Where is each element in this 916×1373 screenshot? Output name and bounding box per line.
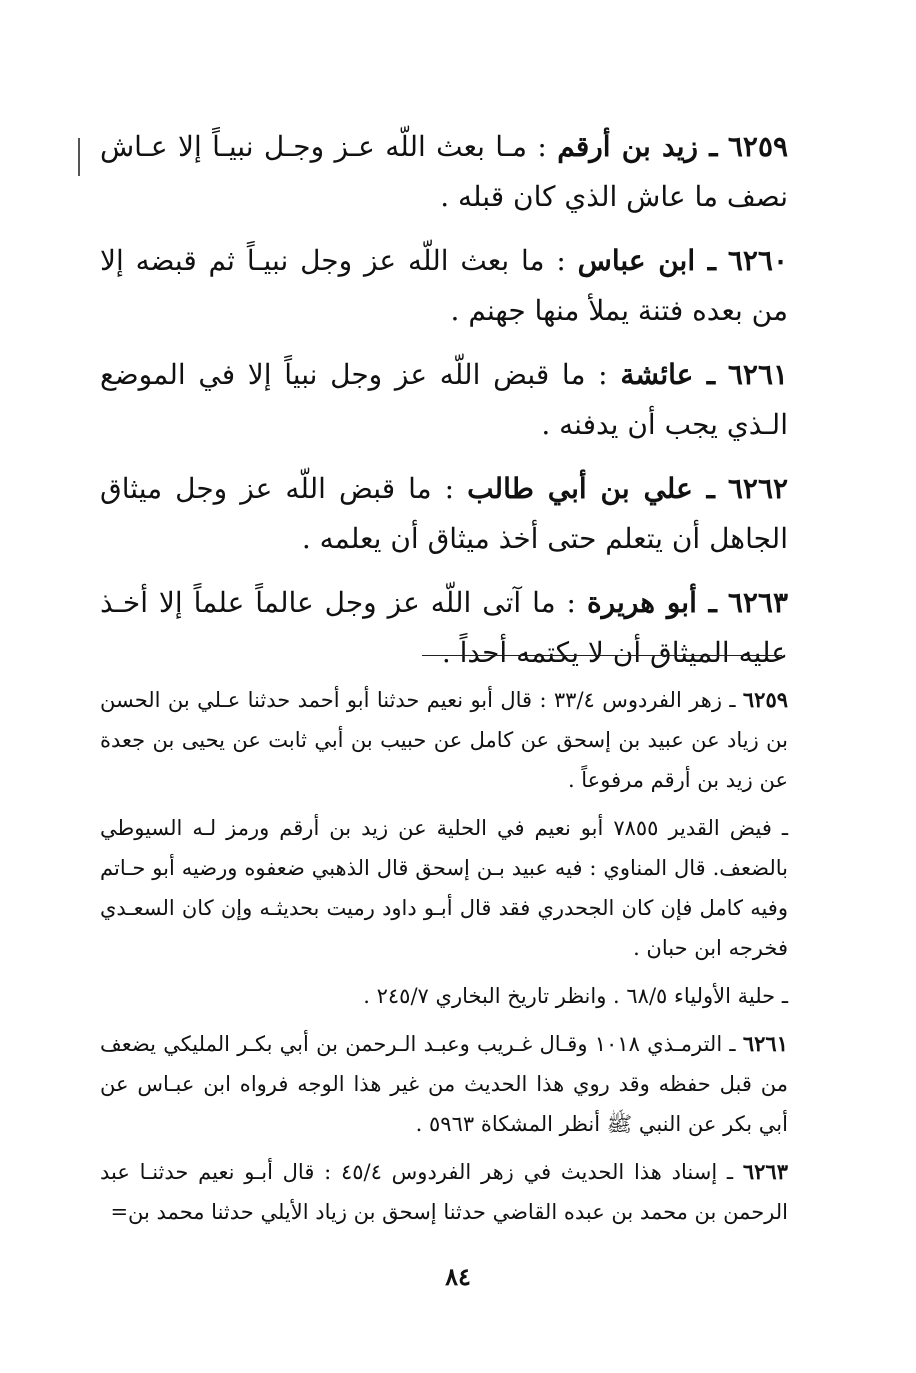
footnote-divider: [422, 655, 782, 656]
footnote-number: ٦٢٥٩: [742, 687, 789, 712]
footnote-text: ـ زهر الفردوس ٣٣/٤ : قال أبو نعيم حدثنا أبو أحمد حدثنا عـلي بن الحسن بن زياد عن عبيد بن إسحق عن كامل عن حبيب بن أبي ثابت عن يحيى بن جعدة عن زيد بن أرقم مرفوعاً .: [100, 688, 788, 792]
hadith-entry: ٦٢٥٩ ـ زيد بن أرقم : مـا بعث اللّه عـز وجـل نبيـاً إلا عـاش نصف ما عاش الذي كان قبله .: [100, 130, 789, 213]
hadith-number: ٦٢٦١: [727, 358, 789, 391]
hadith-text: ما آتى اللّه عز وجل عالماً علماً إلا أخـذ عليه الميثاق أن لا يكتمه أحداً .: [100, 586, 788, 669]
hadith-number: ٦٢٦٣: [727, 586, 788, 619]
hadith-number: ٦٢٦٢: [727, 472, 789, 505]
hadith-narrator: أبو هريرة: [586, 586, 697, 619]
hadith-narrator: عائشة: [620, 358, 694, 391]
hadith-entry: ٦٢٦٣ ـ أبو هريرة : ما آتى اللّه عز وجل عالماً علماً إلا أخـذ عليه الميثاق أن لا يكتمه أحداً .: [100, 586, 788, 669]
footnote: [100, 1152, 788, 1232]
hadith-narrator: زيد بن أرقم: [557, 130, 699, 163]
footnote-text: ـ فيض القدير ٧٨٥٥ أبو نعيم في الحلية عن زيد بن أرقم ورمز لـه السيوطي بالضعف. قال المناوي : فيه عبيد بـن إسحق قال الذهبي ضعفوه ورضيه أبو حـاتم وفيه كامل فإن كان الجحدري فقد قال أبـو داود رميت بحديثـه وإن كان السعـدي فخرجه ابن حبان .: [100, 816, 789, 960]
page-number: ٨٤: [445, 1262, 471, 1291]
footnote-text: ـ الترمـذي ١٠١٨ وقـال غـريب وعبـد الـرحمن بن أبي بكـر المليكي يضعف من قبل حفظه وقد روي هذا الحديث من غير هذا الوجه فرواه ابن عبـاس عن أبي بكر عن النبي ﷺ أنظر المشكاة ٥٩٦٣ .: [100, 1032, 788, 1136]
footnote-number: ٦٢٦٣: [742, 1159, 788, 1184]
footnote-text: ـ إسناد هذا الحديث في زهر الفردوس ٤٥/٤ : قال أبـو نعيم حدثنـا عبد الرحمن بن محمد بن عبده القاضي حدثنا إسحق بن زياد الأيلي حدثنا محمد بن=: [100, 1160, 788, 1224]
hadith-entry: ٦٢٦٢ ـ علي بن أبي طالب : ما قبض اللّه عز وجل ميثاق الجاهل أن يتعلم حتى أخذ ميثاق أن يعلمه .: [100, 472, 789, 555]
footnote: [100, 808, 788, 968]
footnote: [100, 976, 788, 1016]
hadith-list: [100, 122, 788, 692]
hadith-entry: ٦٢٦٠ ـ ابن عباس : ما بعث اللّه عز وجل نبيـاً ثم قبضه إلا من بعده فتنة يملأ منها جهنم .: [100, 244, 788, 327]
hadith-text: ما قبض اللّه عز وجل نبياً إلا في الموضع الـذي يجب أن يدفنه .: [100, 358, 788, 441]
hadith-number: ٦٢٦٠: [727, 244, 788, 277]
margin-mark: [78, 138, 80, 176]
footnote: [100, 1024, 788, 1144]
hadith-narrator: ابن عباس: [577, 244, 696, 277]
footnote: [100, 680, 788, 800]
hadith-entry: ٦٢٦١ ـ عائشة : ما قبض اللّه عز وجل نبياً إلا في الموضع الـذي يجب أن يدفنه .: [100, 358, 789, 441]
hadith-text: مـا بعث اللّه عـز وجـل نبيـاً إلا عـاش نصف ما عاش الذي كان قبله .: [100, 130, 788, 213]
footnotes: [100, 680, 788, 1240]
footnote-text: ـ حلية الأولياء ٦٨/٥ . وانظر تاريخ البخاري ٢٤٥/٧ .: [363, 984, 788, 1008]
footnote-number: ٦٢٦١: [742, 1031, 788, 1056]
hadith-text: ما قبض اللّه عز وجل ميثاق الجاهل أن يتعلم حتى أخذ ميثاق أن يعلمه .: [100, 472, 788, 555]
hadith-number: ٦٢٥٩: [727, 130, 789, 163]
hadith-text: ما بعث اللّه عز وجل نبيـاً ثم قبضه إلا من بعده فتنة يملأ منها جهنم .: [100, 244, 788, 327]
hadith-narrator: علي بن أبي طالب: [467, 472, 693, 505]
